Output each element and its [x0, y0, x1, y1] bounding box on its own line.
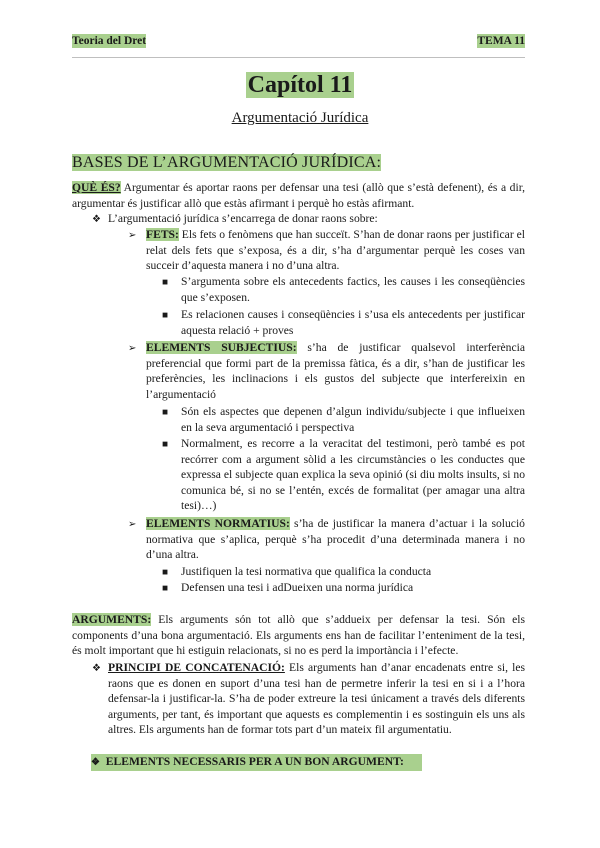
normatius-item: Defensen una tesi i adDueixen una norma jurídica — [181, 581, 414, 594]
fets-paragraph: FETS: Els fets o fenòmens que han succeït. S’han de donar raons per justificar el relat dels fets que s’exposa, és a dir, s’ha d’argumentar perquè les coses van succeir d’aquesta manera i no d’una altra. — [146, 228, 525, 273]
header-topic: TEMA 11 — [477, 35, 525, 47]
arrow-bullet-icon: ➢ — [128, 343, 137, 354]
page-subtitle: Argumentació Jurídica — [231, 110, 369, 126]
arguments-label: ARGUMENTS: — [72, 613, 152, 626]
arguments-paragraph: ARGUMENTS: Els arguments són tot allò que s’addueix per defensar la tesi. Són els components d’una bona argumentació. Els arguments ens han de facilitar l’enteniment de la tesi, és molt important que hi estiguin relacionats, si no es perd la importància i l’efecte. — [72, 613, 525, 658]
square-bullet-icon: ■ — [162, 310, 169, 321]
page-title: Capítol 11 — [247, 72, 353, 98]
fets-item: S’argumenta sobre els antecedents factics, les causes i les conseqüències que s’exposen. — [181, 275, 525, 304]
diamond-bullet-icon: ❖ — [91, 757, 100, 768]
subjectius-paragraph: ELEMENTS SUBJECTIUS: s’ha de justificar qualsevol interferència preferencial que formi part de la premissa fàtica, és a dir, s’han de justificar les preferències, les inclinacions i els gustos del subjecte que interfereixin en l’argumentació — [146, 341, 525, 401]
page-header — [72, 34, 525, 50]
square-bullet-icon: ■ — [162, 407, 169, 418]
subjectius-label: ELEMENTS SUBJECTIUS: — [146, 341, 297, 354]
square-bullet-icon: ■ — [162, 277, 169, 288]
header-divider — [72, 57, 525, 58]
que-es-paragraph: QUÈ ÉS? Argumentar és aportar raons per defensar una tesi (allò que s’està defenent), és a dir, argumentar és justificar allò que estàs afirmant i perquè ho estàs afirmant. — [72, 181, 525, 210]
principi-paragraph: PRINCIPI DE CONCATENACIÓ: Els arguments han d’anar encadenats entre si, les raons que es donen en suport d’una tesi han de permetre inferir la tesi en si i a l’hora defensar-la i justificar-la. S’ha de poder extreure la tesi únicament a través dels diferents arguments, per tant, és important que aquests es complementin i es sostinguin els uns als altres. Els arguments han de formar tots part d’un mateix fil argumentatiu. — [108, 661, 526, 737]
normatius-label: ELEMENTS NORMATIUS: — [146, 517, 290, 530]
subjectius-item: Normalment, es recorre a la veracitat del testimoni, però també es pot recórrer com a argument sòlid a les circumstàncies o les conductes que expressa el subjecte quan explica la seva opinió (si diu molts insults, si no comunica bé, si no se l’entén, excés de formalitat (per amagar una altra tesi)…) — [181, 437, 525, 513]
header-course: Teoria del Dret — [72, 35, 147, 47]
fets-item: Es relacionen causes i conseqüències i s’usa els antecedents per justificar aquesta relació + proves — [181, 308, 525, 337]
diamond-bullet-icon: ❖ — [92, 214, 101, 225]
fets-label: FETS: — [146, 228, 179, 241]
arrow-bullet-icon: ➢ — [128, 230, 137, 241]
section-heading: BASES DE L’ARGUMENTACIÓ JURÍDICA: — [72, 154, 382, 171]
subjectius-item: Són els aspectes que depenen d’algun individu/subjecte i que influeixen en la seva argumentació i perspectiva — [181, 405, 525, 434]
normatius-item: Justifiquen la tesi normativa que qualifica la conducta — [181, 565, 432, 578]
que-es-label: QUÈ ÉS? — [72, 181, 121, 194]
normatius-paragraph: ELEMENTS NORMATIUS: s’ha de justificar la manera d’actuar i la solució normativa que s’aplica, perquè s’ha procedit d’una determinada manera i no d’una altra. — [146, 517, 525, 562]
square-bullet-icon: ■ — [162, 583, 169, 594]
square-bullet-icon: ■ — [162, 439, 169, 450]
diamond-bullet-icon: ❖ — [92, 663, 101, 674]
bullet-intro: L’argumentació jurídica s’encarrega de donar raons sobre: — [108, 212, 378, 225]
square-bullet-icon: ■ — [162, 567, 169, 578]
principi-label: PRINCIPI DE CONCATENACIÓ: — [108, 661, 285, 674]
arrow-bullet-icon: ➢ — [128, 519, 137, 530]
elements-necessaris-heading: ❖ ELEMENTS NECESSARIS PER A UN BON ARGUMENT: — [91, 754, 422, 771]
